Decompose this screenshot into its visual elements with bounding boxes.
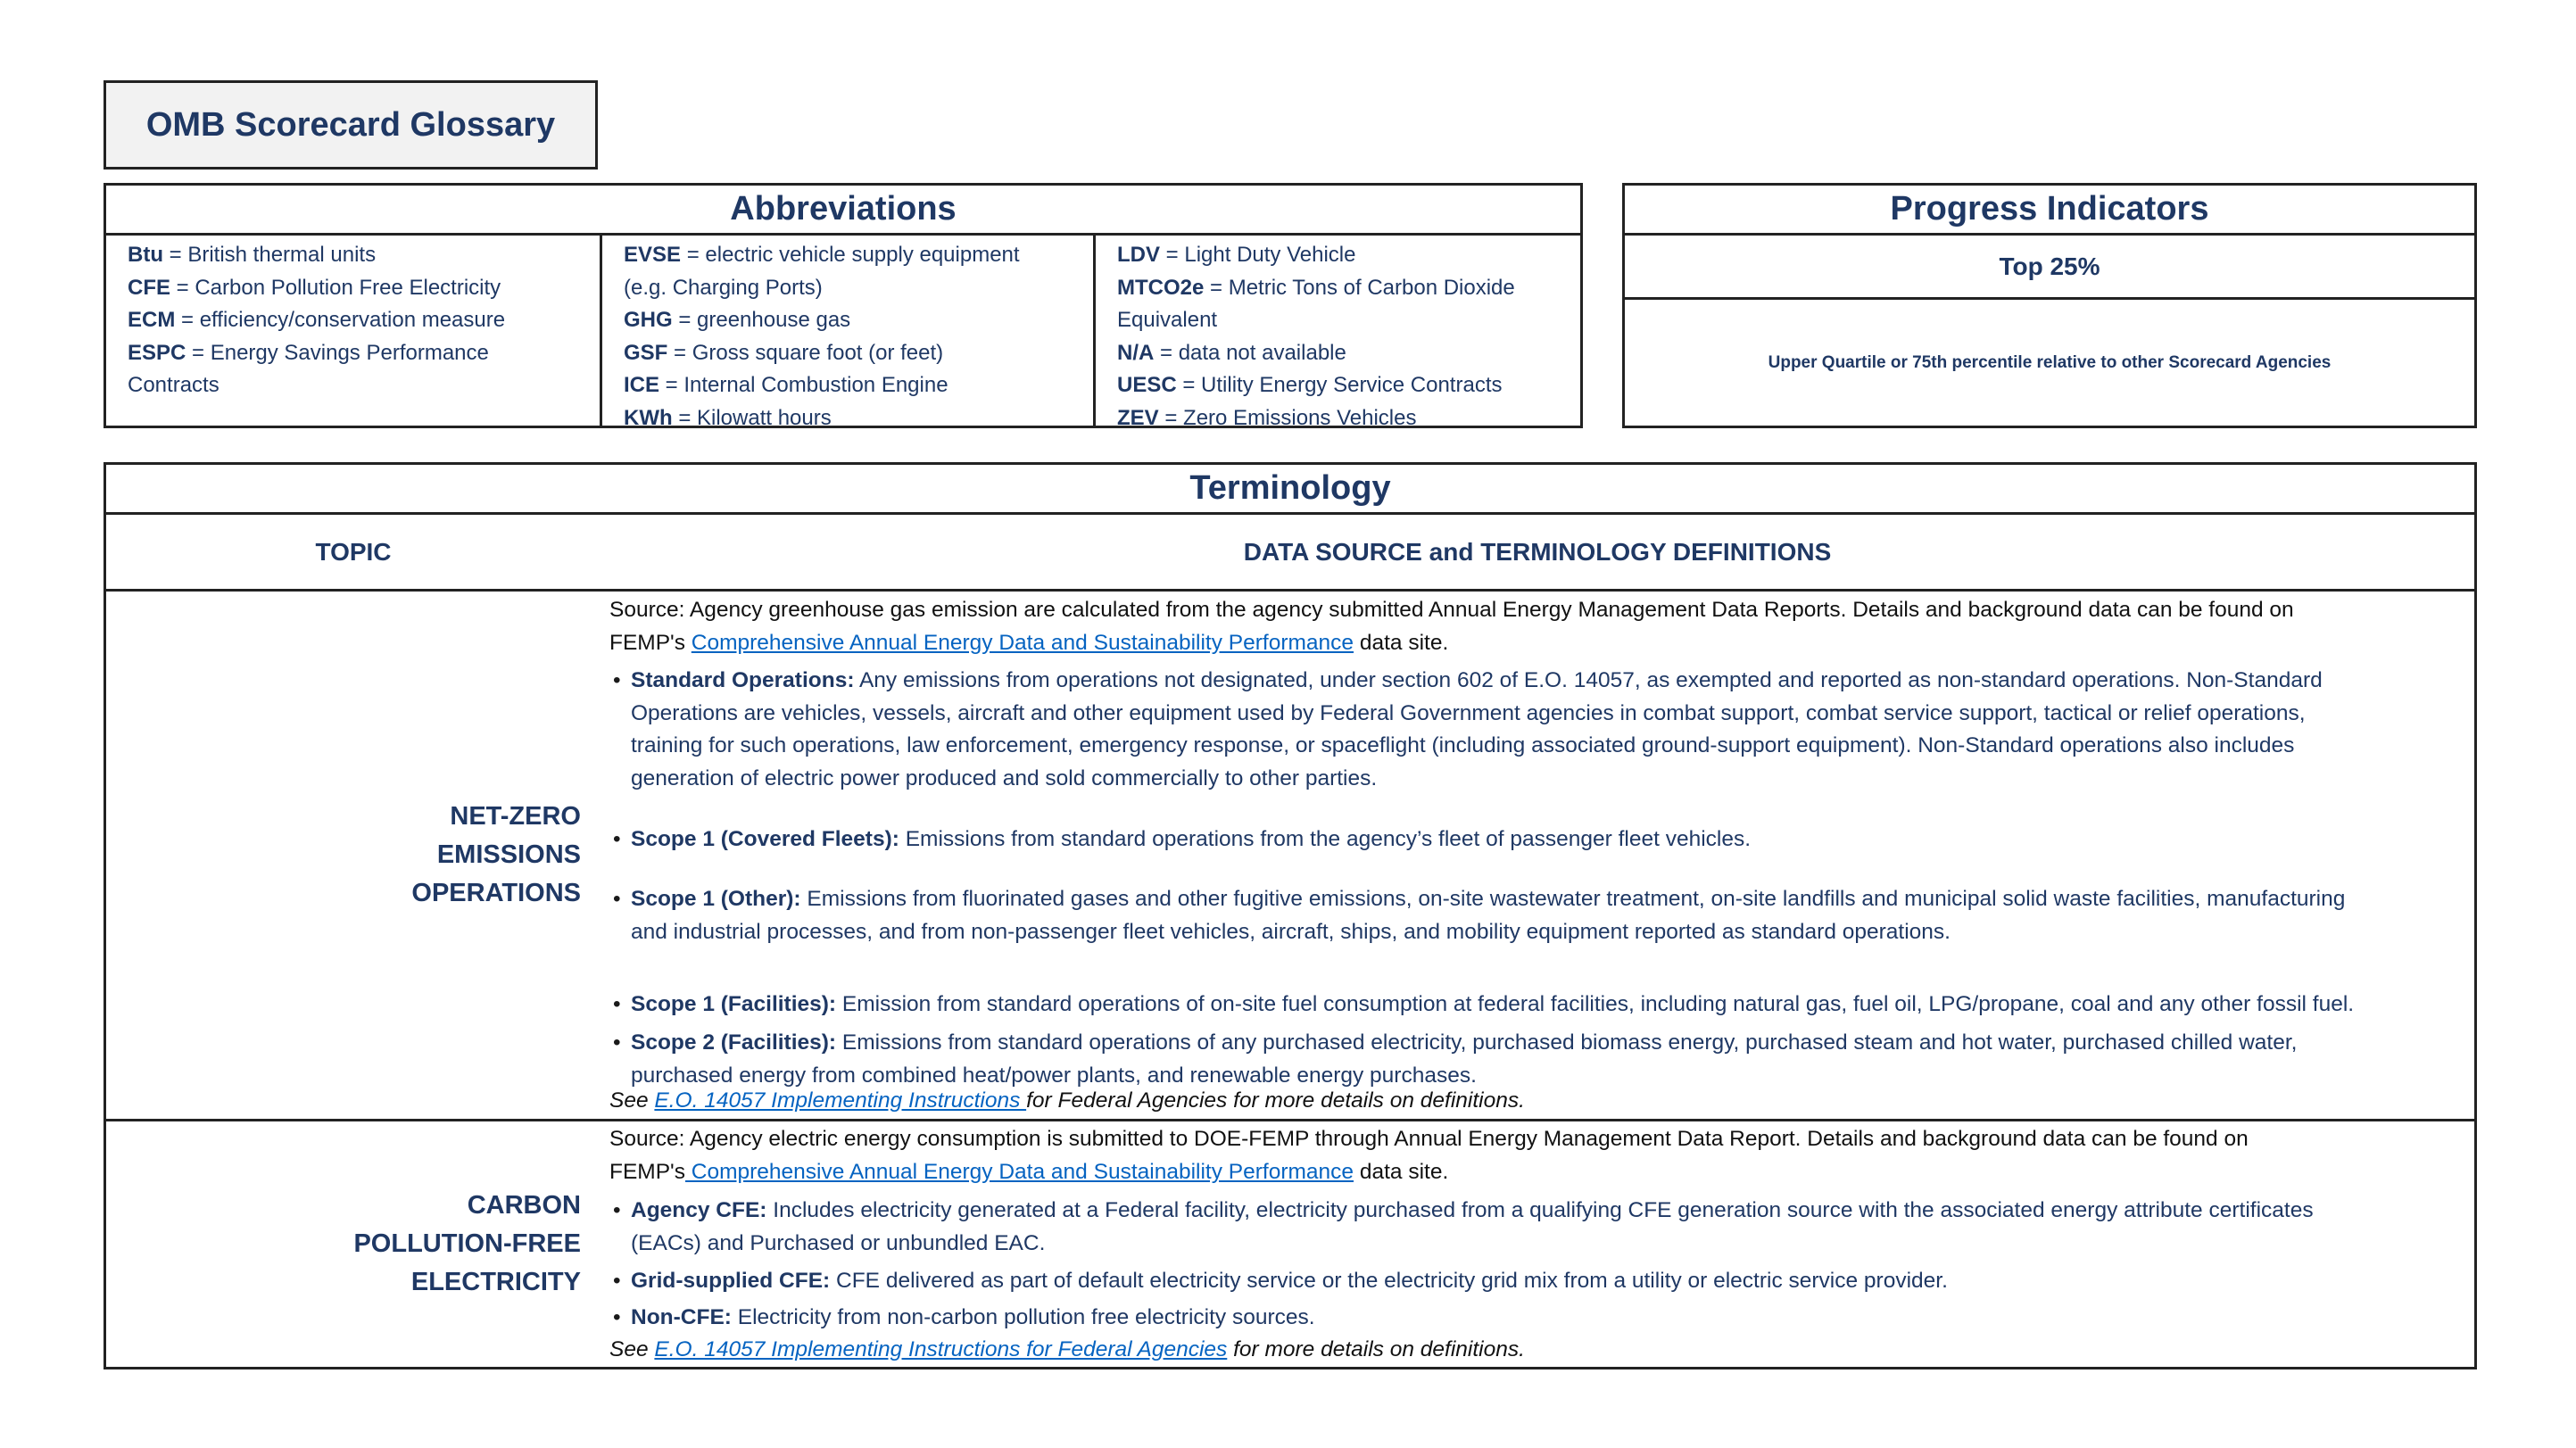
topic-line: EMISSIONS — [436, 840, 581, 869]
topic-line: CARBON — [467, 1191, 581, 1220]
source-text: FEMP's Comprehensive Annual Energy Data and Sustainability Performance data site. — [609, 1160, 1449, 1184]
cfe-definitions — [601, 1121, 2474, 1367]
progress-top-description: Upper Quartile or 75th percentile relative to other Scorecard Agencies — [1768, 352, 2332, 372]
sustainability-performance-link[interactable]: Comprehensive Annual Energy Data and Sustainability Performance — [684, 1160, 1354, 1184]
source-text: Source: Agency electric energy consumption is submitted to DOE-FEMP through Annual Energy Management Data Report. Details and background data can be found on — [609, 1127, 2249, 1151]
abbreviation-entry: ICE = Internal Combustion Engine — [624, 373, 948, 397]
abbreviation-entry: Contracts — [128, 373, 219, 397]
net-zero-topic — [106, 592, 601, 1119]
definition-bullet: • Agency CFE: Includes electricity generated at a Federal facility, electricity purchased from a qualifying CFE generation source with the associated energy attribute certificates (EACs) and Purchased or unbundled EAC. — [613, 1198, 2314, 1255]
net-zero-definitions — [601, 592, 2474, 1119]
abbreviation-entry: CFE = Carbon Pollution Free Electricity — [128, 275, 501, 300]
progress-indicators-table — [1622, 183, 2477, 428]
topic-column-header: TOPIC — [315, 537, 392, 566]
progress-indicators-header: Progress Indicators — [1625, 186, 2474, 236]
page-title: OMB Scorecard Glossary — [104, 80, 598, 170]
definition-bullet: • Non-CFE: Electricity from non-carbon pollution free electricity sources. — [613, 1305, 1315, 1329]
terminology-header: Terminology — [106, 465, 2474, 515]
definitions-column-header: DATA SOURCE and TERMINOLOGY DEFINITIONS — [1243, 537, 1832, 566]
abbreviation-entry: UESC = Utility Energy Service Contracts — [1117, 373, 1503, 397]
abbreviations-column-1 — [106, 236, 600, 426]
abbreviations-column-2 — [600, 236, 1093, 430]
definition-bullet: • Scope 1 (Covered Fleets): Emissions from standard operations from the agency’s fleet of passenger fleet vehicles. — [613, 827, 1752, 851]
abbreviation-entry: EVSE = electric vehicle supply equipment — [624, 243, 1020, 267]
abbreviation-entry: GHG = greenhouse gas — [624, 308, 851, 332]
abbreviation-entry: Equivalent — [1117, 308, 1218, 332]
definition-bullet: • Grid-supplied CFE: CFE delivered as part of default electricity service or the electricity grid mix from a utility or electric service provider. — [613, 1269, 1948, 1293]
terminology-column-headers — [106, 515, 2474, 592]
abbreviation-entry: MTCO2e = Metric Tons of Carbon Dioxide — [1117, 275, 1515, 300]
net-zero-section — [106, 592, 2474, 1121]
abbreviations-table — [104, 183, 1583, 428]
topic-line: OPERATIONS — [411, 879, 581, 907]
abbreviation-entry: (e.g. Charging Ports) — [624, 275, 823, 300]
definition-bullet: • Scope 2 (Facilities): Emissions from standard operations of any purchased electricity, purchased biomass energy, purchased steam and hot water, purchased chilled water, purchased energy from combined heat/power plants, and renewable energy purchases. — [613, 1030, 2298, 1088]
definition-bullet: • Scope 1 (Other): Emissions from fluorinated gases and other fugitive emissions, on-site wastewater treatment, on-site landfills and municipal solid waste facilities, manufacturing and industrial processes, and from non-passenger fleet vehicles, aircraft, ships, and mobility equipment reported as standard operations. — [613, 887, 2346, 944]
abbreviation-entry: LDV = Light Duty Vehicle — [1117, 243, 1356, 267]
abbreviation-entry: Btu = British thermal units — [128, 243, 377, 267]
abbreviation-entry: ECM = efficiency/conservation measure — [128, 308, 506, 332]
abbreviation-entry: KWh = Kilowatt hours — [624, 405, 832, 430]
topic-line: ELECTRICITY — [410, 1268, 581, 1296]
terminology-table — [104, 462, 2477, 1369]
abbreviation-entry: ESPC = Energy Savings Performance — [128, 340, 489, 365]
abbreviations-column-3 — [1093, 236, 1580, 430]
topic-line: POLLUTION-FREE — [353, 1229, 581, 1258]
see-instructions-note: See E.O. 14057 Implementing Instructions for Federal Agencies for more details on definitions. — [609, 1337, 1525, 1361]
sustainability-performance-link[interactable]: Comprehensive Annual Energy Data and Sustainability Performance — [691, 631, 1354, 655]
topic-line: NET-ZERO — [450, 802, 581, 831]
see-instructions-note: See E.O. 14057 Implementing Instructions for Federal Agencies for more details on definitions. — [609, 1088, 1525, 1113]
source-text: FEMP's Comprehensive Annual Energy Data and Sustainability Performance data site. — [609, 631, 1449, 655]
abbreviations-header: Abbreviations — [106, 186, 1580, 236]
abbreviation-entry: ZEV = Zero Emissions Vehicles — [1117, 405, 1417, 430]
eo-14057-instructions-link[interactable]: E.O. 14057 Implementing Instructions — [654, 1088, 1027, 1113]
abbreviation-entry: GSF = Gross square foot (or feet) — [624, 340, 944, 365]
abbreviation-entry: N/A = data not available — [1117, 340, 1346, 365]
progress-top-label: Top 25% — [1625, 236, 2474, 300]
eo-14057-instructions-link[interactable]: E.O. 14057 Implementing Instructions for Federal Agencies — [654, 1337, 1228, 1361]
cfe-section — [106, 1121, 2474, 1367]
definition-bullet: • Standard Operations: Any emissions from operations not designated, under section 602 of E.O. 14057, as exempted and reported as non-standard operations. Non-Standard Operations are vehicles, vessels, aircraft and other equipment used by Federal Government agencies in combat support, combat service support, tactical or relief operations, training for such operations, law enforcement, emergency response, or spaceflight (including associated ground-support equipment). Non-Standard operations also includes generation of electric power produced and sold commercially to other parties. — [613, 668, 2323, 790]
cfe-topic — [106, 1121, 601, 1367]
definition-bullet: • Scope 1 (Facilities): Emission from standard operations of on-site fuel consumption at federal facilities, including natural gas, fuel oil, LPG/propane, coal and any other fossil fuel. — [613, 992, 2355, 1016]
source-text: Source: Agency greenhouse gas emission are calculated from the agency submitted Annual Energy Management Data Reports. Details and background data can be found on — [609, 598, 2294, 622]
